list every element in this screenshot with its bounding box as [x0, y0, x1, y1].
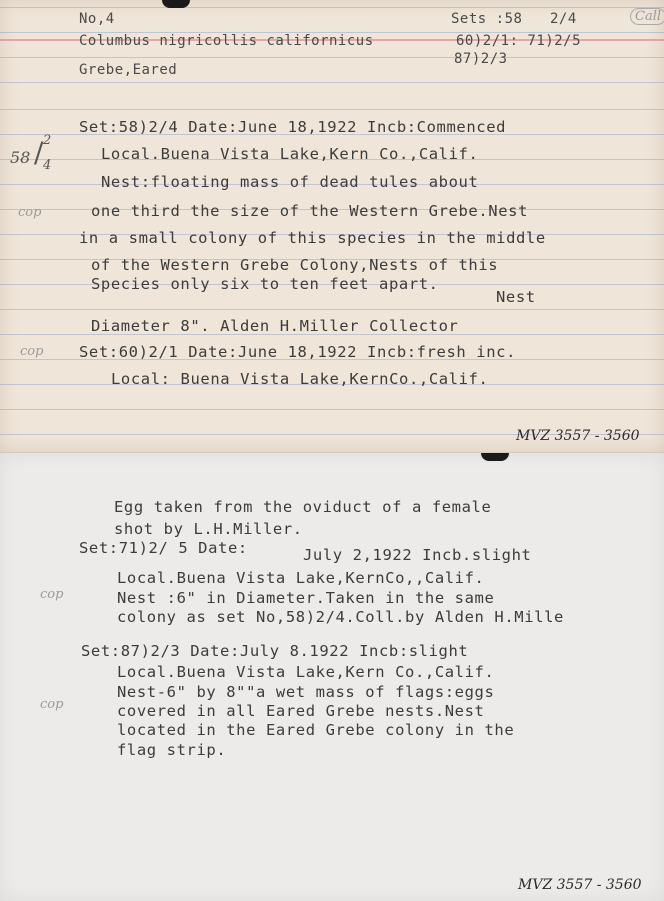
margin-fraction-numerator: 2 — [43, 133, 52, 148]
common-name: Grebe,Eared — [79, 62, 178, 78]
record-line: flag strip. — [117, 741, 227, 759]
sets-label: Sets :58 — [451, 11, 523, 27]
sets-line2: 60)2/1: 71)2/5 — [456, 33, 582, 49]
record-line: Local.Buena Vista Lake,Kern Co.,Calif. — [101, 145, 479, 163]
catalog-number: MVZ 3557 - 3560 — [518, 877, 642, 893]
card-number: No,4 — [79, 11, 115, 27]
record-line: Set:58)2/4 Date:June 18,1922 Incb:Commenced — [79, 118, 507, 136]
record-line: one third the size of the Western Grebe.Nest — [91, 202, 528, 220]
margin-note-cop-3: cop — [40, 587, 64, 602]
record-line: Set:60)2/1 Date:June 18,1922 Incb:fresh inc. — [79, 343, 516, 361]
record-line: Local.Buena Vista Lake,Kern Co.,Calif. — [117, 663, 495, 681]
record-line: Nest:floating mass of dead tules about — [101, 173, 479, 191]
record-line: Egg taken from the oviduct of a female — [114, 498, 492, 516]
catalog-number: MVZ 3557 - 3560 — [516, 428, 640, 444]
card-notch — [481, 453, 509, 461]
record-line: covered in all Eared Grebe nests.Nest — [117, 702, 485, 720]
record-line: Species only six to ten feet apart. — [91, 275, 439, 293]
record-line: Local.Buena Vista Lake,KernCo,,Calif. — [117, 569, 485, 587]
record-line: Set:71)2/ 5 Date: — [79, 539, 248, 557]
margin-fraction-slash: / — [34, 136, 44, 169]
record-line: located in the Eared Grebe colony in the — [117, 721, 515, 739]
record-line: Nest — [496, 288, 536, 306]
record-line: of the Western Grebe Colony,Nests of this — [91, 256, 499, 274]
margin-fraction-prefix: 58 — [10, 148, 31, 167]
record-line: Diameter 8". Alden H.Miller Collector — [91, 317, 459, 335]
margin-note-cop-2: cop — [20, 344, 44, 359]
corner-note: Call — [630, 8, 664, 25]
record-line: July 2,1922 Incb.slight — [303, 546, 532, 564]
sets-line3: 87)2/3 — [454, 51, 508, 67]
record-line: colony as set No,58)2/4.Coll.by Alden H.Mille — [117, 608, 564, 626]
record-line: shot by L.H.Miller. — [114, 520, 303, 538]
record-line: Nest :6" in Diameter.Taken in the same — [117, 589, 495, 607]
record-line: Set:87)2/3 Date:July 8.1922 Incb:slight — [81, 642, 469, 660]
margin-note-cop-1: cop — [18, 205, 42, 220]
sets-line1-rest: 2/4 — [550, 11, 577, 27]
margin-fraction-denominator: 4 — [43, 158, 52, 173]
specimen-card-bottom — [0, 452, 664, 901]
card-notch — [162, 0, 190, 8]
record-line: Nest-6" by 8""a wet mass of flags:eggs — [117, 683, 495, 701]
record-line: Local: Buena Vista Lake,KernCo.,Calif. — [111, 370, 489, 388]
species-name: Columbus nigricollis californicus — [79, 33, 374, 49]
record-line: in a small colony of this species in the middle — [79, 229, 546, 247]
margin-note-cop-4: cop — [40, 697, 64, 712]
